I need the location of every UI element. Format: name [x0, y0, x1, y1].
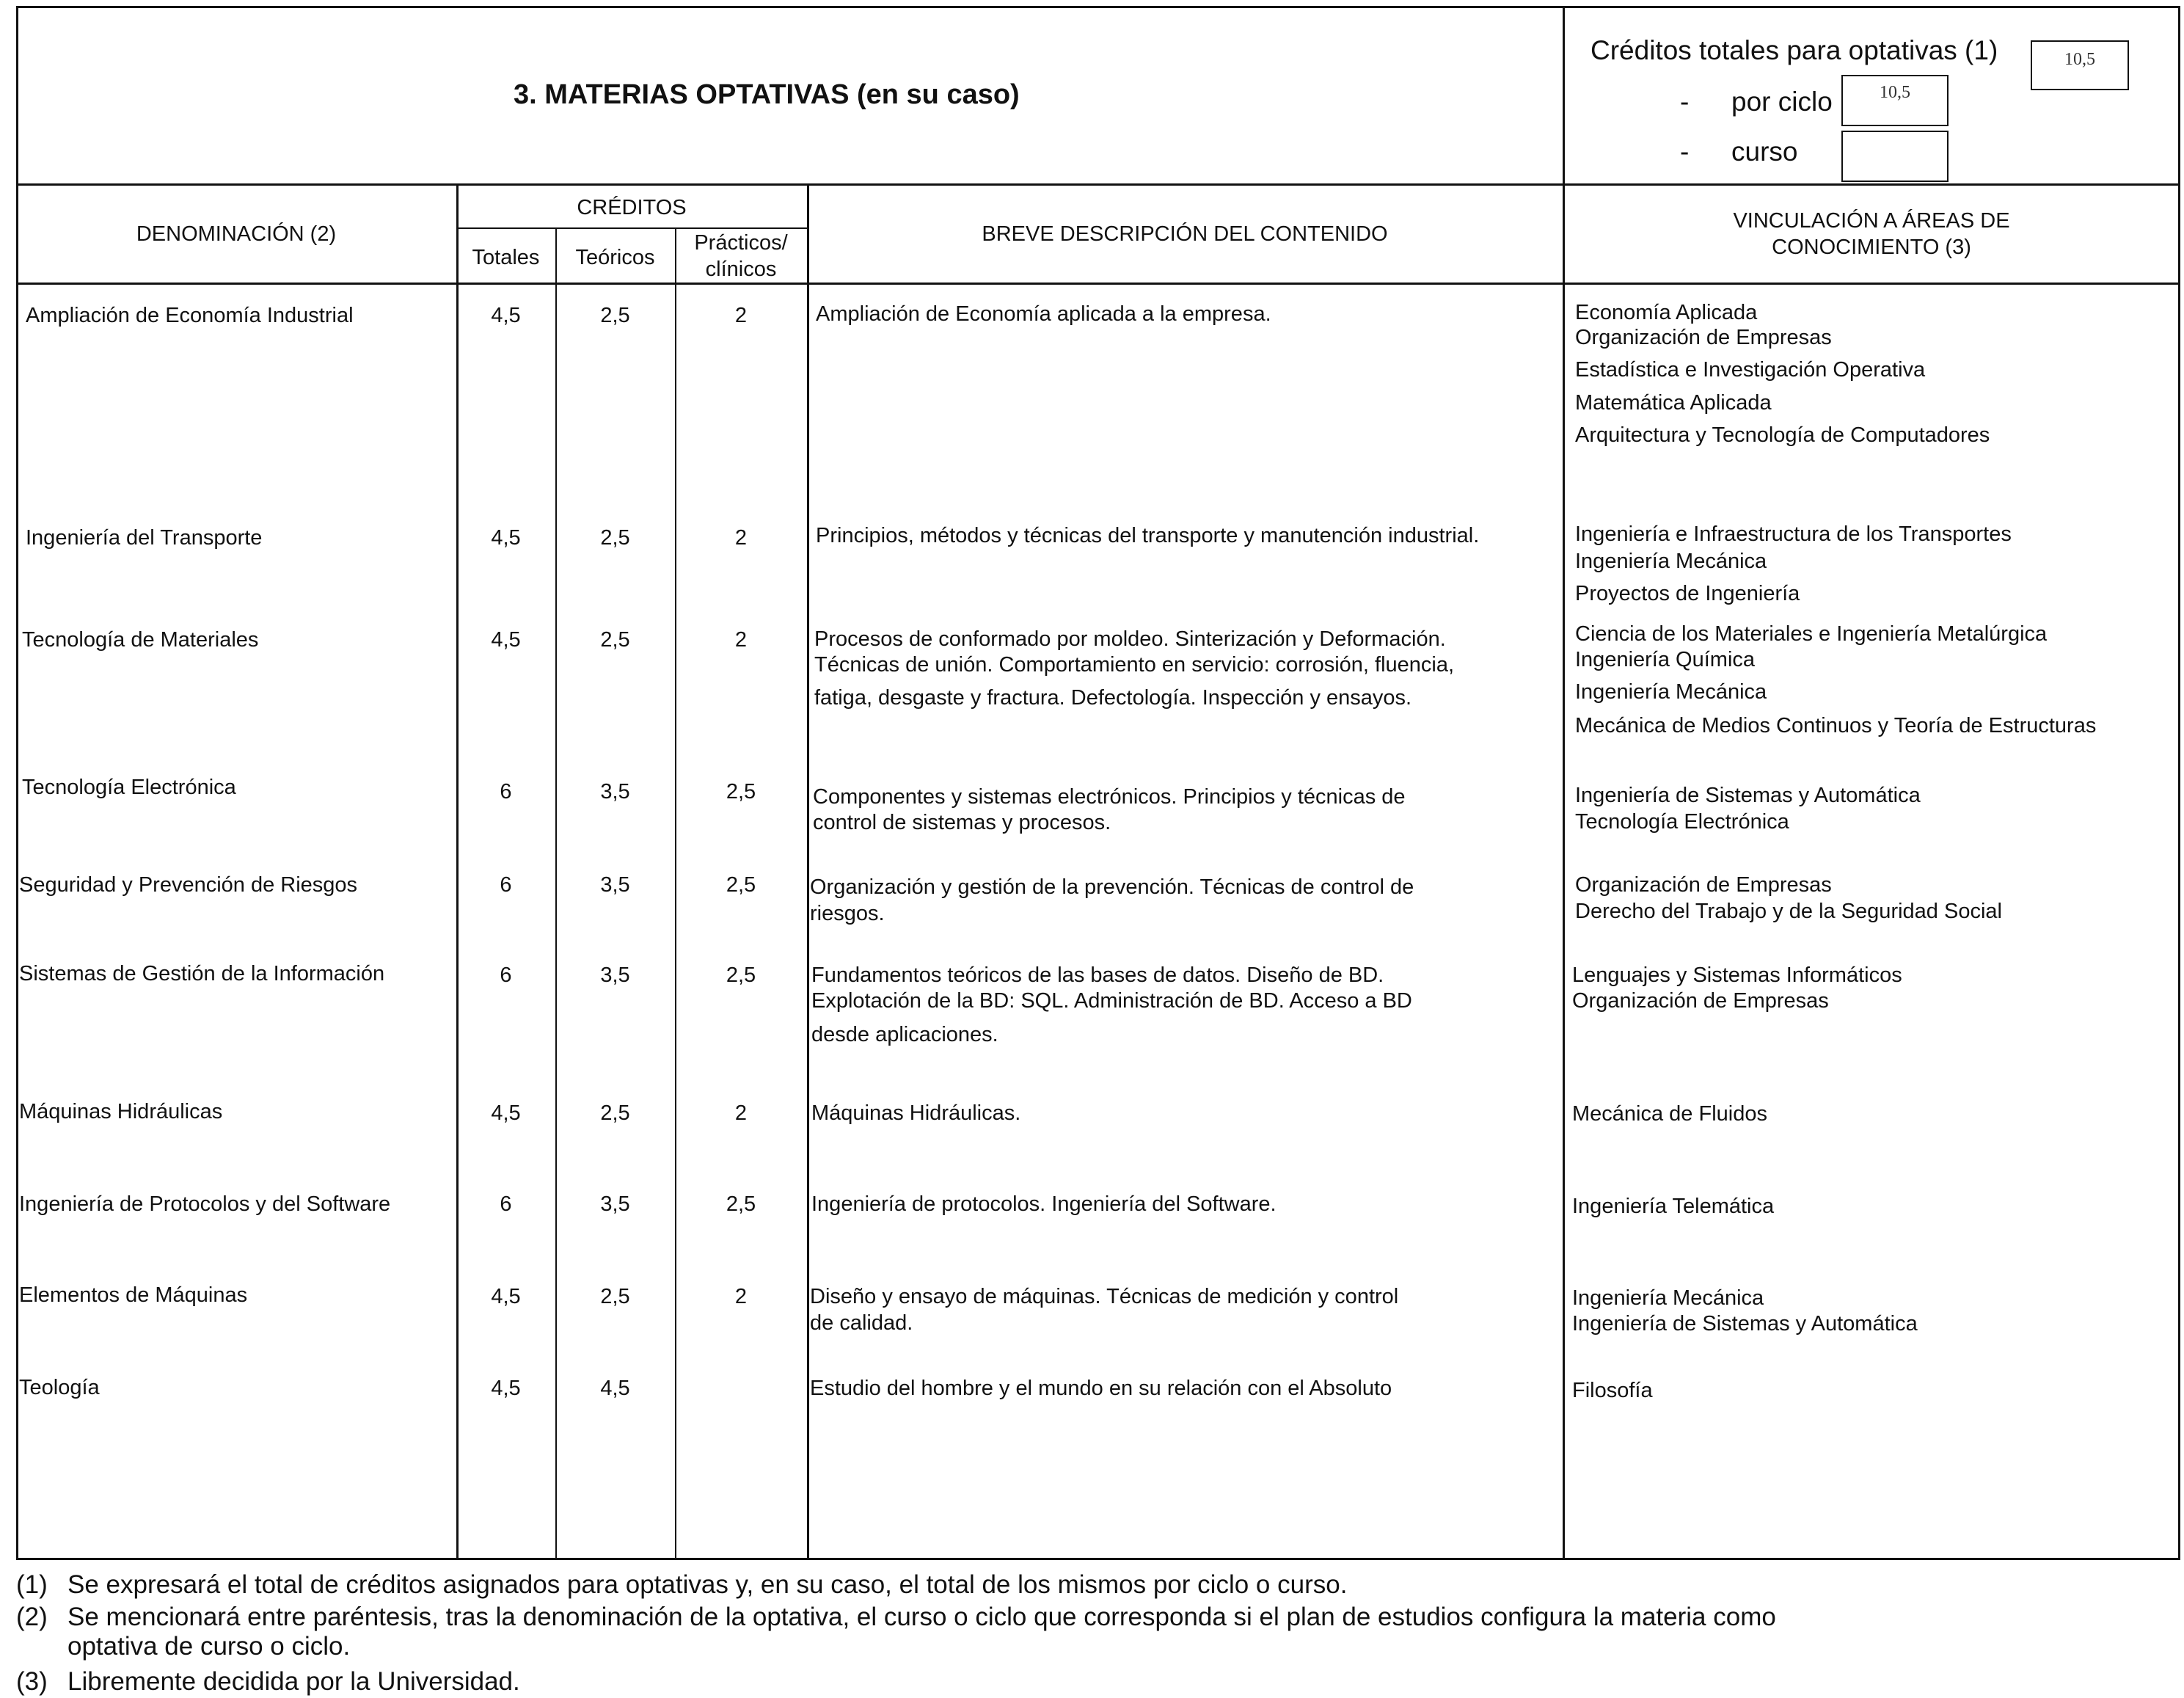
row-8-desc-1: Ingeniería de protocolos. Ingeniería del Software.	[811, 1192, 1277, 1216]
row-4-practical: 2,5	[726, 780, 756, 804]
footnote-1	[16, 1569, 1347, 1601]
row-3-area-3: Ingeniería Mecánica	[1575, 680, 1767, 704]
row-7-name: Máquinas Hidráulicas	[19, 1100, 223, 1123]
footnote-3-text: Libremente decidida por la Universidad.	[67, 1667, 520, 1696]
col-header-credits: CRÉDITOS	[577, 196, 687, 219]
per-course-box	[1841, 131, 1949, 182]
row-5-practical: 2,5	[726, 873, 756, 897]
footnote-2-text: Se mencionará entre paréntesis, tras la denominación de la optativa, el curso o ciclo que corresponda si el plan de estudios configura la materia como	[67, 1603, 1776, 1631]
footnote-2-number: (2)	[16, 1603, 48, 1631]
row-2-desc-1: Principios, métodos y técnicas del transporte y manutención industrial.	[816, 524, 1480, 547]
row-1-area-2: Organización de Empresas	[1575, 326, 1832, 349]
column-header-divider	[16, 283, 2180, 285]
row-2-area-2: Ingeniería Mecánica	[1575, 550, 1767, 573]
row-7-practical: 2	[734, 1101, 748, 1125]
row-4-area-2: Tecnología Electrónica	[1575, 810, 1789, 834]
row-6-totals: 6	[500, 963, 512, 987]
row-5-totals: 6	[500, 873, 512, 897]
row-9-theory: 2,5	[600, 1285, 630, 1308]
row-4-area-1: Ingeniería de Sistemas y Automática	[1575, 784, 1921, 807]
row-7-totals: 4,5	[491, 1101, 521, 1125]
row-8-practical: 2,5	[726, 1192, 756, 1216]
row-2-totals: 4,5	[491, 526, 521, 550]
row-5-name: Seguridad y Prevención de Riesgos	[19, 873, 358, 897]
row-4-desc-2: control de sistemas y procesos.	[813, 811, 1111, 834]
row-1-totals: 4,5	[491, 304, 521, 327]
col-header-theory: Teóricos	[575, 246, 655, 269]
row-10-area-1: Filosofía	[1572, 1379, 1653, 1402]
col-header-practical-2: clínicos	[705, 258, 777, 281]
row-7-area-1: Mecánica de Fluidos	[1572, 1102, 1767, 1126]
row-1-area-4: Matemática Aplicada	[1575, 391, 1772, 415]
row-8-theory: 3,5	[600, 1192, 630, 1216]
col-header-name: DENOMINACIÓN (2)	[136, 222, 337, 246]
row-9-totals: 4,5	[491, 1285, 521, 1308]
row-5-area-1: Organización de Empresas	[1575, 873, 1832, 897]
row-9-practical: 2	[734, 1285, 748, 1308]
row-7-desc-1: Máquinas Hidráulicas.	[811, 1101, 1021, 1125]
row-5-desc-2: riesgos.	[810, 902, 885, 925]
credits-total-box: 10,5	[2031, 40, 2129, 90]
row-4-name: Tecnología Electrónica	[22, 776, 236, 799]
row-3-practical: 2	[734, 628, 748, 652]
row-2-theory: 2,5	[600, 526, 630, 550]
per-cycle-label: por ciclo	[1731, 87, 1833, 117]
row-3-desc-3: fatiga, desgaste y fractura. Defectología. Inspección y ensayos.	[814, 686, 1412, 710]
row-3-totals: 4,5	[491, 628, 521, 652]
row-9-desc-2: de calidad.	[810, 1311, 913, 1335]
row-1-name: Ampliación de Economía Industrial	[26, 304, 354, 327]
row-1-theory: 2,5	[600, 304, 630, 327]
row-9-desc-1: Diseño y ensayo de máquinas. Técnicas de medición y control	[810, 1285, 1399, 1308]
row-2-practical: 2	[734, 526, 748, 550]
row-1-practical: 2	[734, 304, 748, 327]
page-title: 3. MATERIAS OPTATIVAS (en su caso)	[514, 79, 1020, 110]
per-course-dash: -	[1680, 136, 1690, 167]
row-9-area-2: Ingeniería de Sistemas y Automática	[1572, 1312, 1918, 1336]
row-9-name: Elementos de Máquinas	[19, 1283, 248, 1307]
footnote-1-number: (1)	[16, 1570, 48, 1599]
per-course-label: curso	[1731, 136, 1798, 167]
row-2-area-3: Proyectos de Ingeniería	[1575, 582, 1800, 605]
footnote-3-number: (3)	[16, 1667, 48, 1696]
row-6-desc-2: Explotación de la BD: SQL. Administración de BD. Acceso a BD	[811, 989, 1412, 1013]
per-cycle-box: 10,5	[1841, 75, 1949, 126]
col-header-areas-1: VINCULACIÓN A ÁREAS DE	[1733, 209, 2010, 233]
row-10-name: Teología	[19, 1376, 100, 1399]
row-3-area-2: Ingeniería Química	[1575, 648, 1756, 671]
row-2-name: Ingeniería del Transporte	[26, 526, 263, 550]
row-10-totals: 4,5	[491, 1377, 521, 1400]
col-header-practical-1: Prácticos/	[694, 231, 788, 255]
row-1-area-1: Economía Aplicada	[1575, 301, 1758, 324]
header-divider	[16, 183, 2180, 186]
row-6-practical: 2,5	[726, 963, 756, 987]
row-3-area-4: Mecánica de Medios Continuos y Teoría de Estructuras	[1575, 714, 2097, 737]
row-10-desc-1: Estudio del hombre y el mundo en su relación con el Absoluto	[810, 1377, 1392, 1400]
row-3-theory: 2,5	[600, 628, 630, 652]
row-8-totals: 6	[500, 1192, 512, 1216]
footnote-3	[16, 1666, 520, 1698]
col-header-areas-2: CONOCIMIENTO (3)	[1772, 236, 1971, 259]
row-8-name: Ingeniería de Protocolos y del Software	[19, 1192, 391, 1216]
row-3-name: Tecnología de Materiales	[22, 628, 259, 652]
row-4-desc-1: Componentes y sistemas electrónicos. Principios y técnicas de	[813, 785, 1406, 809]
row-3-desc-2: Técnicas de unión. Comportamiento en servicio: corrosión, fluencia,	[814, 653, 1455, 677]
credits-subheader-divider	[456, 227, 807, 229]
footnote-1-text: Se expresará el total de créditos asignados para optativas y, en su caso, el total de los mismos por ciclo o curso.	[67, 1570, 1348, 1599]
row-8-area-1: Ingeniería Telemática	[1572, 1195, 1775, 1218]
per-cycle-dash: -	[1680, 87, 1690, 117]
row-5-area-2: Derecho del Trabajo y de la Seguridad Social	[1575, 900, 2002, 923]
row-3-area-1: Ciencia de los Materiales e Ingeniería Metalúrgica	[1575, 622, 2048, 646]
row-6-theory: 3,5	[600, 963, 630, 987]
row-7-theory: 2,5	[600, 1101, 630, 1125]
col-header-description: BREVE DESCRIPCIÓN DEL CONTENIDO	[982, 222, 1388, 246]
row-4-totals: 6	[500, 780, 512, 804]
row-5-theory: 3,5	[600, 873, 630, 897]
footnote-2	[16, 1601, 1776, 1633]
credits-total-label: Créditos totales para optativas (1)	[1590, 35, 1998, 65]
row-1-desc-1: Ampliación de Economía aplicada a la empresa.	[816, 302, 1271, 326]
col-header-totals: Totales	[472, 246, 540, 269]
row-1-area-3: Estadística e Investigación Operativa	[1575, 358, 1926, 382]
row-2-area-1: Ingeniería e Infraestructura de los Transportes	[1575, 522, 2012, 546]
row-1-area-5: Arquitectura y Tecnología de Computadores	[1575, 423, 1990, 447]
divider-credits-description	[807, 183, 809, 1560]
row-9-area-1: Ingeniería Mecánica	[1572, 1286, 1764, 1310]
row-3-desc-1: Procesos de conformado por moldeo. Sinterización y Deformación.	[814, 627, 1446, 651]
row-6-name: Sistemas de Gestión de la Información	[19, 962, 385, 985]
row-5-desc-1: Organización y gestión de la prevención. Técnicas de control de	[810, 875, 1414, 899]
row-6-desc-1: Fundamentos teóricos de las bases de datos. Diseño de BD.	[811, 963, 1384, 987]
row-10-theory: 4,5	[600, 1377, 630, 1400]
row-6-area-2: Organización de Empresas	[1572, 989, 1829, 1013]
footnote-2-continuation: optativa de curso o ciclo.	[67, 1632, 351, 1661]
row-6-area-1: Lenguajes y Sistemas Informáticos	[1572, 963, 1902, 987]
row-6-desc-3: desde aplicaciones.	[811, 1023, 998, 1046]
row-4-theory: 3,5	[600, 780, 630, 804]
